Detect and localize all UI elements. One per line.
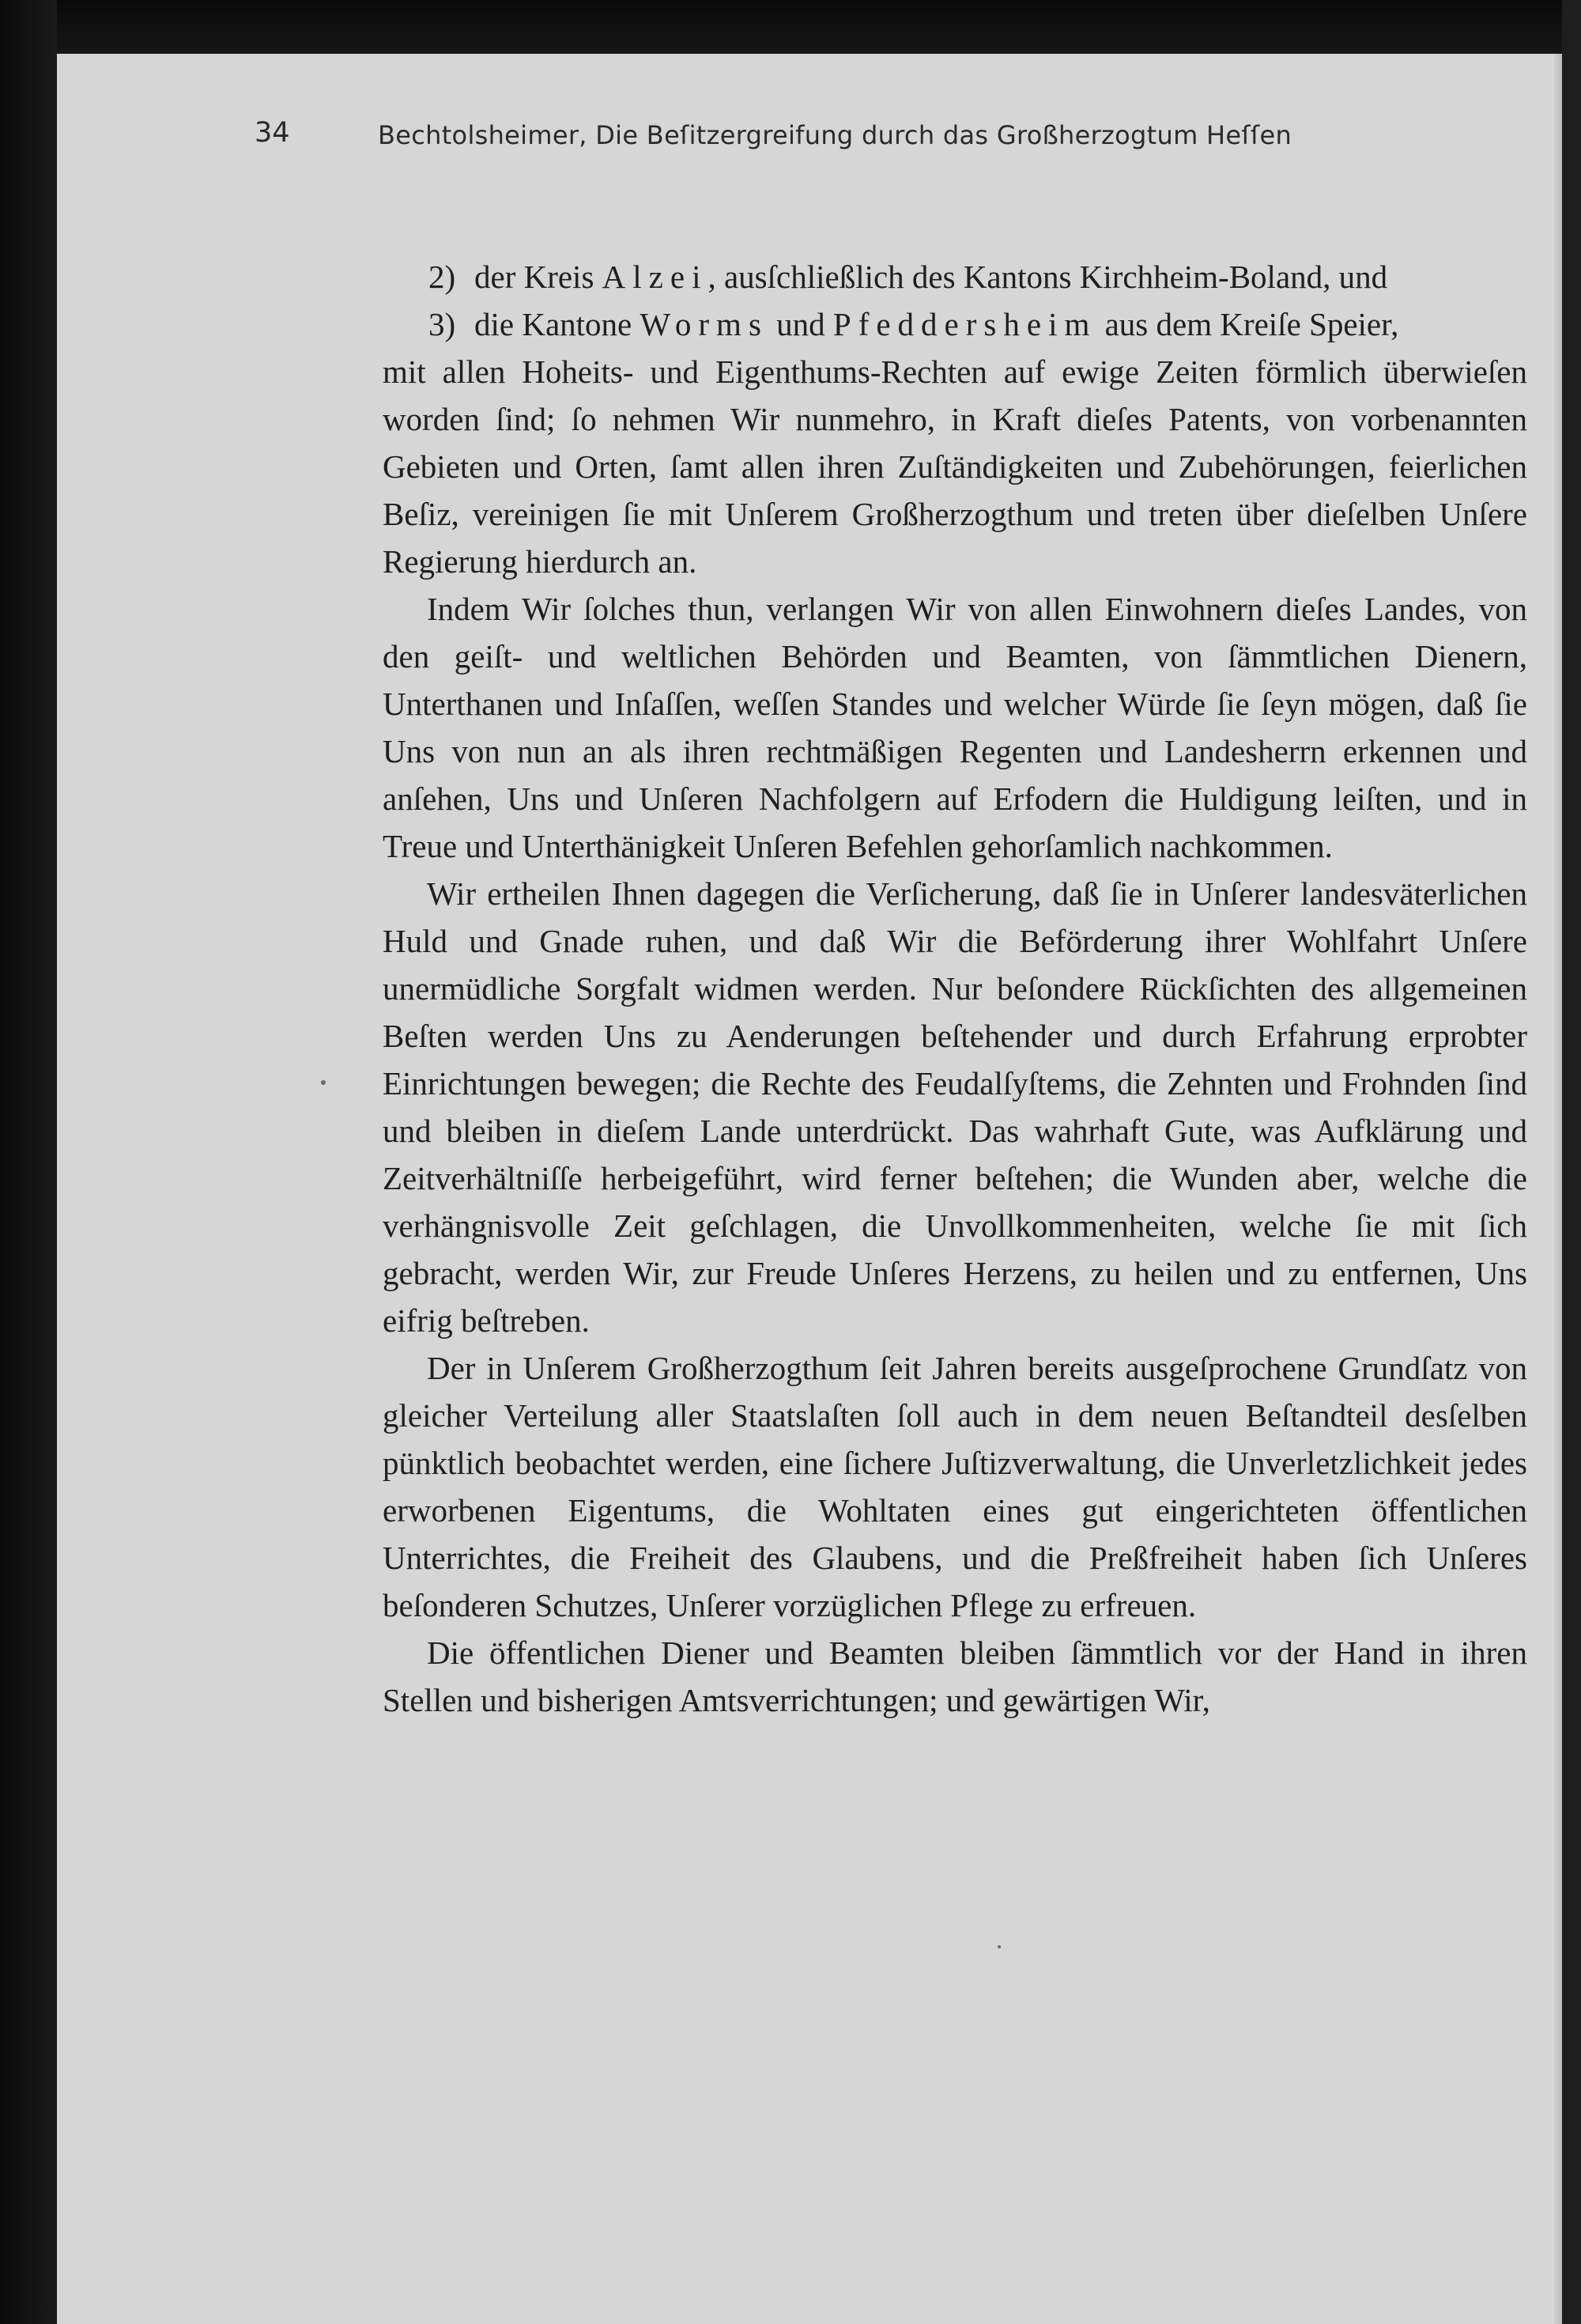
body-text	[383, 253, 1527, 1724]
page-number: 34	[255, 117, 290, 149]
print-speck	[321, 1080, 326, 1085]
enumeration-text	[474, 300, 1527, 348]
enumeration-text-part: und	[768, 306, 833, 342]
scan-border-top	[0, 0, 1581, 54]
page-edge-shadow	[1554, 54, 1562, 2324]
paragraph: Wir ertheilen Ihnen dagegen die Verſicherung, daß ſie in Unſerer landesväterlichen Huld und Gnade ruhen, und daß Wir die Beförderung ihrer Wohlfahrt Unſere unermüdliche Sorgfalt widmen werden. Nur beſondere Rückſichten des allgemeinen Beſten werden Uns zu Aenderungen beſtehender und durch Erfahrung erprobter Einrichtungen bewegen; die Rechte des Feudalſyſtems, die Zehnten und Frohnden ſind und bleiben in dieſem Lande unterdrückt. Das wahrhaft Gute, was Aufklärung und Zeitverhältniſſe herbeigeführt, wird ferner beſtehen; die Wunden aber, welche die verhängnisvolle Zeit geſchlagen, die Unvollkommenheiten, welche ſie mit ſich gebracht, werden Wir, zur Freude Unſeres Herzens, zu heilen und zu entfernen, Uns eifrig beſtreben.	[383, 875, 1527, 1339]
paragraph: Die öffentlichen Diener und Beamten bleiben ſämmtlich vor der Hand in ihren Stellen und bisherigen Amtsverrichtungen; und gewärtigen Wir,	[383, 1634, 1527, 1718]
enumeration-number: 2)	[428, 259, 456, 295]
enumeration-text-part: der Kreis	[474, 259, 602, 295]
paragraph: Der in Unſerem Großherzogthum ſeit Jahren bereits ausgeſprochene Grundſatz von gleicher Verteilung aller Staatslaſten ſoll auch in dem neuen Beſtandteil desſelben pünktlich beobachtet werden, eine ſichere Juſtizverwaltung, die Unverletzlichkeit jedes erworbenen Eigentums, die Wohltaten eines gut eingerichteten öffentlichen Unterrichtes, die Freiheit des Glaubens, und die Preßfreiheit haben ſich Unſeres beſonderen Schutzes, Unſerer vorzüglichen Pflege zu erfreuen.	[383, 1350, 1527, 1623]
enumeration-item-2	[383, 253, 1527, 300]
print-speck	[998, 1945, 1001, 1948]
enumeration-number: 3)	[428, 306, 456, 342]
scan-border-left	[0, 0, 57, 2324]
running-title: Bechtolsheimer, Die Beſitzergreifung durch das Großherzogtum Heſſen	[378, 120, 1292, 150]
spaced-place-name: Alzei	[602, 259, 708, 295]
enumeration-text-part: die Kantone	[474, 306, 640, 342]
enumeration-text-part: aus dem Kreiſe Speier,	[1096, 306, 1399, 342]
enumeration-item-3	[383, 300, 1527, 348]
spaced-place-name: Pfeddersheim	[832, 306, 1097, 342]
scan-border-right	[1562, 0, 1581, 2324]
paragraph: Indem Wir ſolches thun, verlangen Wir von allen Einwohnern dieſes Landes, von den geiſt- und weltlichen Behörden und Beamten, von ſämmtlichen Dienern, Unterthanen und Inſaſſen, weſſen Standes und welcher Würde ſie ſeyn mögen, daß ſie Uns von nun an als ihren rechtmäßigen Regenten und Landesherrn erkennen und anſehen, Uns und Unſeren Nachfolgern auf Erfodern die Huldigung leiſten, und in Treue und Unterthänigkeit Unſeren Befehlen gehorſamlich nachkommen.	[383, 591, 1527, 864]
enumeration-text-part: , ausſchließlich des Kantons Kirchheim-Boland, und	[707, 259, 1388, 295]
paragraph-continuation: mit allen Hoheits- und Eigenthums-Rechten auf ewige Zeiten förmlich überwieſen worden ſind; ſo nehmen Wir nunmehro, in Kraft dieſes Patents, von vorbenannten Gebieten und Orten, ſamt allen ihren Zuſtändigkeiten und Zubehörungen, feierlichen Beſiz, vereinigen ſie mit Unſerem Großherzogthum und treten über dieſelben Unſere Regierung hierdurch an.	[383, 353, 1527, 580]
spaced-place-name: Worms	[640, 306, 768, 342]
enumeration-text	[474, 253, 1527, 300]
